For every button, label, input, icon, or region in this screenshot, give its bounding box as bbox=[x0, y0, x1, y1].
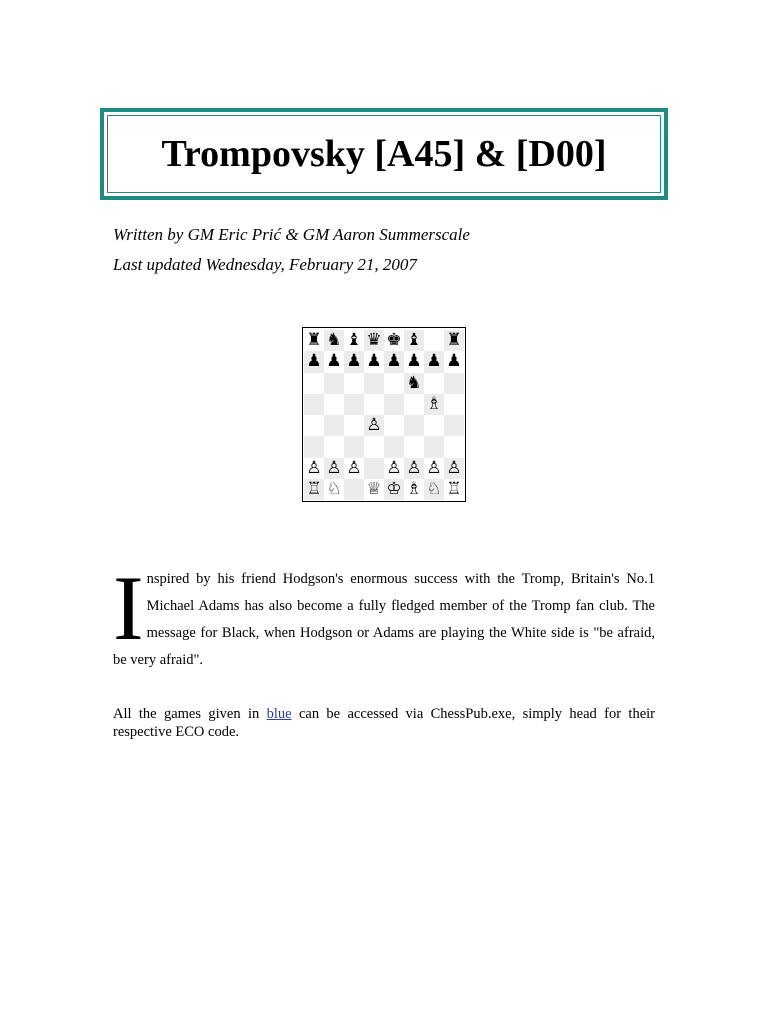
blue-link[interactable]: blue bbox=[266, 706, 292, 722]
square-h6 bbox=[444, 373, 464, 394]
square-f5 bbox=[404, 394, 424, 415]
square-d6 bbox=[364, 373, 384, 394]
chess-piece-icon: ♘ bbox=[326, 478, 342, 499]
square-d4 bbox=[364, 415, 384, 436]
chess-piece-icon: ♖ bbox=[446, 478, 462, 499]
square-h7 bbox=[444, 351, 464, 372]
chess-piece-icon: ♟ bbox=[446, 351, 462, 372]
square-c6 bbox=[344, 373, 364, 394]
square-g1 bbox=[424, 479, 444, 500]
square-f6 bbox=[404, 373, 424, 394]
square-g6 bbox=[424, 373, 444, 394]
square-a4 bbox=[304, 415, 324, 436]
chess-piece-icon: ♛ bbox=[366, 330, 382, 351]
games-note-after: can be accessed via ChessPub.exe, simply head for their respective ECO code. bbox=[113, 706, 655, 740]
chess-piece-icon: ♖ bbox=[306, 478, 322, 499]
square-e8 bbox=[384, 330, 404, 351]
square-h4 bbox=[444, 415, 464, 436]
square-c7 bbox=[344, 351, 364, 372]
square-g8 bbox=[424, 330, 444, 351]
chess-piece-icon: ♙ bbox=[426, 457, 442, 478]
square-c5 bbox=[344, 394, 364, 415]
square-e5 bbox=[384, 394, 404, 415]
square-g2 bbox=[424, 458, 444, 479]
square-b1 bbox=[324, 479, 344, 500]
square-f3 bbox=[404, 436, 424, 457]
author-line: Written by GM Eric Prić & GM Aaron Summerscale bbox=[113, 225, 470, 244]
square-d5 bbox=[364, 394, 384, 415]
square-g4 bbox=[424, 415, 444, 436]
chess-piece-icon: ♟ bbox=[326, 351, 342, 372]
chess-piece-icon: ♙ bbox=[446, 457, 462, 478]
square-a2 bbox=[304, 458, 324, 479]
chess-piece-icon: ♙ bbox=[326, 457, 342, 478]
chess-piece-icon: ♕ bbox=[366, 478, 382, 499]
square-f4 bbox=[404, 415, 424, 436]
square-e4 bbox=[384, 415, 404, 436]
chess-piece-icon: ♙ bbox=[346, 457, 362, 478]
chess-piece-icon: ♟ bbox=[406, 351, 422, 372]
square-b7 bbox=[324, 351, 344, 372]
square-b6 bbox=[324, 373, 344, 394]
chess-piece-icon: ♘ bbox=[426, 478, 442, 499]
page-title: Trompovsky [A45] & [D00] bbox=[161, 133, 607, 175]
square-a3 bbox=[304, 436, 324, 457]
square-h8 bbox=[444, 330, 464, 351]
chess-piece-icon: ♝ bbox=[406, 330, 422, 351]
square-d3 bbox=[364, 436, 384, 457]
square-d1 bbox=[364, 479, 384, 500]
square-e2 bbox=[384, 458, 404, 479]
square-e6 bbox=[384, 373, 404, 394]
square-c8 bbox=[344, 330, 364, 351]
square-g3 bbox=[424, 436, 444, 457]
square-c1 bbox=[344, 479, 364, 500]
chess-piece-icon: ♙ bbox=[366, 415, 382, 436]
square-f2 bbox=[404, 458, 424, 479]
games-note-paragraph bbox=[113, 705, 655, 741]
square-d2 bbox=[364, 458, 384, 479]
games-note-before: All the games given in bbox=[113, 706, 267, 722]
chess-piece-icon: ♜ bbox=[306, 330, 322, 351]
square-b4 bbox=[324, 415, 344, 436]
square-a5 bbox=[304, 394, 324, 415]
chess-piece-icon: ♟ bbox=[306, 351, 322, 372]
chess-piece-icon: ♟ bbox=[386, 351, 402, 372]
chess-board bbox=[304, 330, 464, 500]
byline bbox=[113, 220, 470, 280]
square-h5 bbox=[444, 394, 464, 415]
chess-piece-icon: ♝ bbox=[346, 330, 362, 351]
square-a1 bbox=[304, 479, 324, 500]
square-c2 bbox=[344, 458, 364, 479]
square-f7 bbox=[404, 351, 424, 372]
square-g5 bbox=[424, 394, 444, 415]
square-b8 bbox=[324, 330, 344, 351]
square-d7 bbox=[364, 351, 384, 372]
chess-piece-icon: ♞ bbox=[326, 330, 342, 351]
chess-piece-icon: ♙ bbox=[386, 457, 402, 478]
chess-piece-icon: ♟ bbox=[426, 351, 442, 372]
square-c4 bbox=[344, 415, 364, 436]
chess-piece-icon: ♙ bbox=[306, 457, 322, 478]
square-c3 bbox=[344, 436, 364, 457]
square-e1 bbox=[384, 479, 404, 500]
chess-piece-icon: ♙ bbox=[406, 457, 422, 478]
title-frame bbox=[100, 108, 668, 200]
square-h3 bbox=[444, 436, 464, 457]
square-e3 bbox=[384, 436, 404, 457]
square-h2 bbox=[444, 458, 464, 479]
square-f8 bbox=[404, 330, 424, 351]
chess-piece-icon: ♟ bbox=[346, 351, 362, 372]
square-a7 bbox=[304, 351, 324, 372]
square-h1 bbox=[444, 479, 464, 500]
chess-piece-icon: ♞ bbox=[406, 372, 422, 393]
chess-piece-icon: ♗ bbox=[426, 393, 442, 414]
square-a8 bbox=[304, 330, 324, 351]
intro-paragraph bbox=[113, 557, 655, 674]
title-inner-frame bbox=[107, 115, 661, 193]
square-f1 bbox=[404, 479, 424, 500]
chess-piece-icon: ♚ bbox=[386, 330, 402, 351]
chess-piece-icon: ♔ bbox=[386, 478, 402, 499]
square-b2 bbox=[324, 458, 344, 479]
square-d8 bbox=[364, 330, 384, 351]
square-e7 bbox=[384, 351, 404, 372]
square-a6 bbox=[304, 373, 324, 394]
square-g7 bbox=[424, 351, 444, 372]
chess-diagram bbox=[302, 327, 466, 502]
drop-cap: I bbox=[113, 557, 144, 659]
square-b3 bbox=[324, 436, 344, 457]
chess-piece-icon: ♟ bbox=[366, 351, 382, 372]
chess-piece-icon: ♜ bbox=[446, 330, 462, 351]
updated-line: Last updated Wednesday, February 21, 2007 bbox=[113, 255, 417, 274]
chess-piece-icon: ♗ bbox=[406, 478, 422, 499]
square-b5 bbox=[324, 394, 344, 415]
intro-text: nspired by his friend Hodgson's enormous success with the Tromp, Britain's No.1 Michael Adams has also become a fully fledged member of the Tromp fan club. The message for Black, when Hodgson or Adams are playing the White side is "be afraid, be very afraid". bbox=[113, 571, 655, 668]
